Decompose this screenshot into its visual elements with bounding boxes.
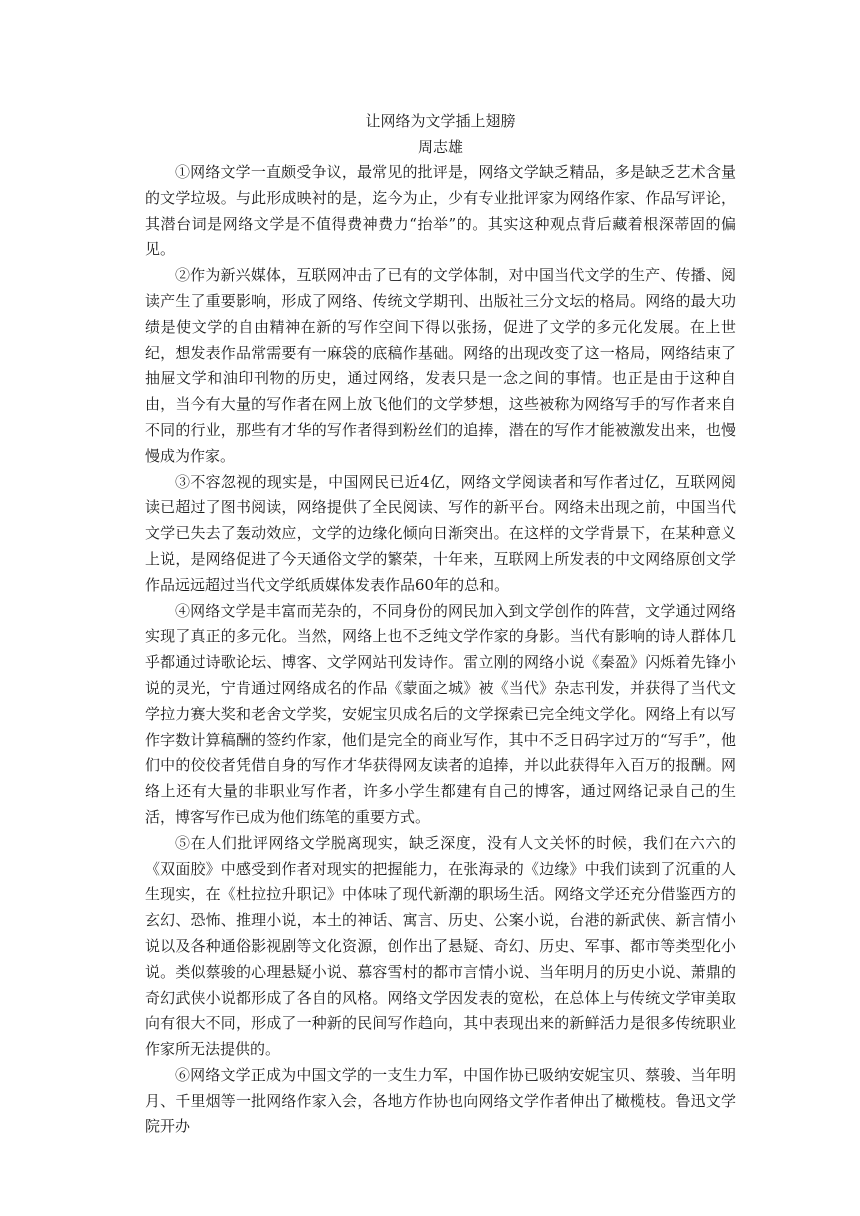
article-author: 周志雄: [417, 138, 463, 156]
paragraph-3: ③不容忽视的现实是，中国网民已近4亿，网络文学阅读者和写作者过亿，互联网阅读已超过了图书阅读，网络提供了全民阅读、写作的新平台。网络未出现之前，中国当代文学已失去了轰动效应，文学的边缘化倾向日渐突出。在这样的文学背景下，在某种意义上说，是网络促进了今天通俗文学的繁荣，十年来，互联网上所发表的中文网络原创文学作品远远超过当代文学纸质媒体发表作品60年的总和。: [145, 472, 736, 594]
paragraph-5: ⑤在人们批评网络文学脱离现实，缺乏深度，没有人文关怀的时候，我们在六六的《双面胶》中感受到作者对现实的把握能力，在张海录的《边缘》中我们读到了沉重的人生现实，在《杜拉拉升职记》中体味了现代新潮的职场生活。网络文学还充分借鉴西方的玄幻、恐怖、推理小说，本土的神话、寓言、历史、公案小说，台港的新武侠、新言情小说以及各种通俗影视剧等文化资源，创作出了悬疑、奇幻、历史、军事、都市等类型化小说。类似蔡骏的心理悬疑小说、慕容雪村的都市言情小说、当年明月的历史小说、萧鼎的奇幻武侠小说都形成了各自的风格。网络文学因发表的宽松，在总体上与传统文学审美取向有很大不同，形成了一种新的民间写作趋向，其中表现出来的新鲜活力是很多传统职业作家所无法提供的。: [145, 833, 736, 1059]
paragraph-2: ②作为新兴媒体，互联网冲击了已有的文学体制，对中国当代文学的生产、传播、阅读产生了重要影响，形成了网络、传统文学期刊、出版社三分文坛的格局。网络的最大功绩是使文学的自由精神在新的写作空间下得以张扬，促进了文学的多元化发展。在上世纪，想发表作品常需要有一麻袋的底稿作基础。网络的出现改变了这一格局，网络结束了抽屉文学和油印刊物的历史，通过网络，发表只是一念之间的事情。也正是由于这种自由，当今有大量的写作者在网上放飞他们的文学梦想，这些被称为网络写手的写作者来自不同的行业，那些有才华的写作者得到粉丝们的追捧，潜在的写作才能被激发出来，也慢慢成为作家。: [145, 266, 736, 465]
paragraph-6: ⑥网络文学正成为中国文学的一支生力军，中国作协已吸纳安妮宝贝、蔡骏、当年明月、千里烟等一批网络作家入会，各地方作协也向网络文学作者伸出了橄榄枝。鲁迅文学院开办: [145, 1065, 736, 1136]
article-body: [145, 108, 736, 1140]
paragraph-1: ①网络文学一直颇受争议，最常见的批评是，网络文学缺乏精品，多是缺乏艺术含量的文学垃圾。与此形成映衬的是，迄今为止，少有专业批评家为网络作家、作品写评论，其潜台词是网络文学是不值得费神费力“抬举”的。其实这种观点背后藏着根深蒂固的偏见。: [145, 163, 736, 259]
article-title: 让网络为文学插上翅膀: [365, 112, 516, 130]
paragraph-4: ④网络文学是丰富而芜杂的，不同身份的网民加入到文学创作的阵营，文学通过网络实现了真正的多元化。当然，网络上也不乏纯文学作家的身影。当代有影响的诗人群体几乎都通过诗歌论坛、博客、文学网站刊发诗作。雷立刚的网络小说《秦盈》闪烁着先锋小说的灵光，宁肯通过网络成名的作品《蒙面之城》被《当代》杂志刊发，并获得了当代文学拉力赛大奖和老舍文学奖，安妮宝贝成名后的文学探索已完全纯文学化。网络上有以写作字数计算稿酬的签约作家，他们是完全的商业写作，其中不乏日码字过万的“写手”，他们中的佼佼者凭借自身的写作才华获得网友读者的追捧，并以此获得年入百万的报酬。网络上还有大量的非职业写作者，许多小学生都建有自己的博客，通过网络记录自己的生活，博客写作已成为他们练笔的重要方式。: [145, 601, 736, 826]
